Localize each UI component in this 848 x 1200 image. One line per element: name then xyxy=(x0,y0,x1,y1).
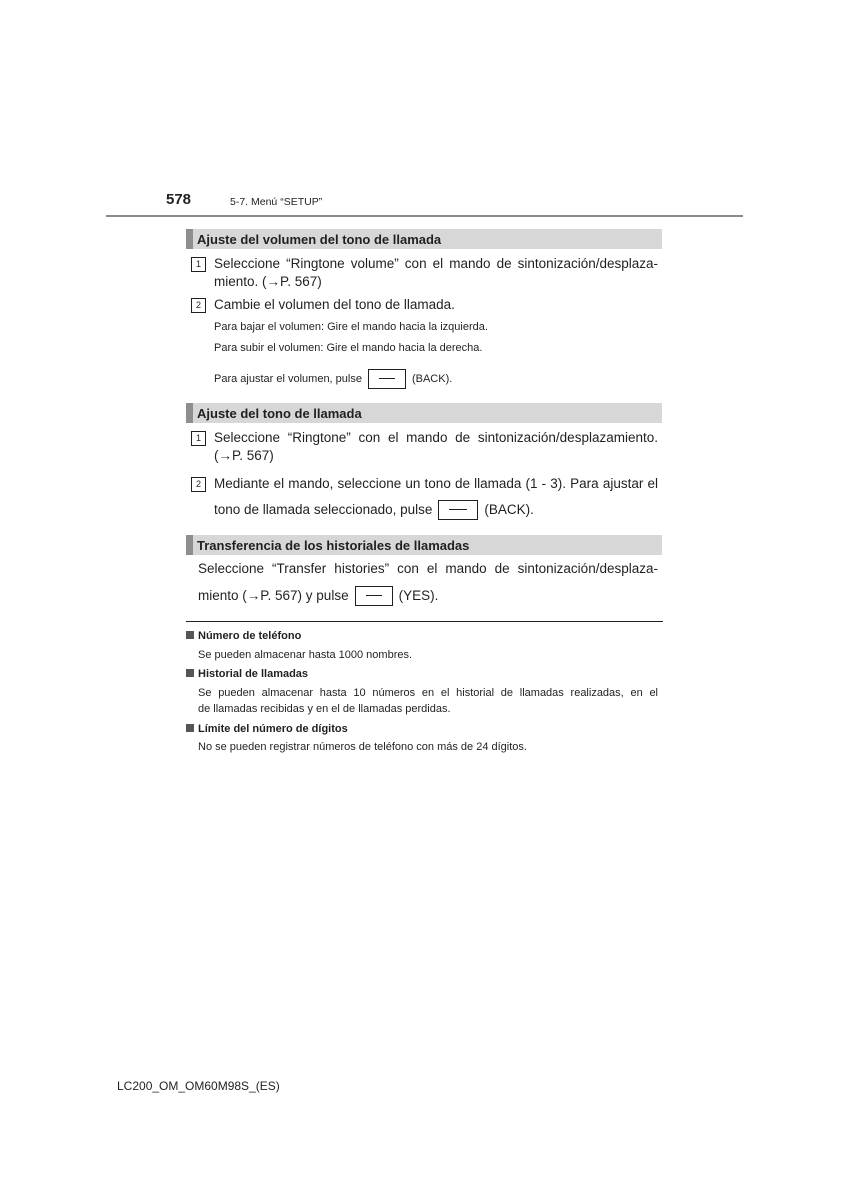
step-number: 2 xyxy=(191,298,206,313)
note-body: Se pueden almacenar hasta 10 números en el historial de llamadas realizadas, en el xyxy=(198,687,658,699)
section-title: Ajuste del tono de llamada xyxy=(197,406,362,421)
transfer-text-suffix: (YES). xyxy=(398,588,439,603)
header-rule xyxy=(106,215,743,217)
note-body: No se pueden registrar números de teléfono con más de 24 dígitos. xyxy=(198,741,527,753)
step-text: Seleccione “Ringtone” con el mando de sintonización/desplazamiento. xyxy=(214,430,658,445)
step-text: Mediante el mando, seleccione un tono de llamada (1 - 3). Para ajustar el xyxy=(214,476,658,491)
back-instruction xyxy=(214,369,452,389)
step-number: 1 xyxy=(191,431,206,446)
step-text-suffix: (BACK). xyxy=(484,502,534,517)
step-number: 1 xyxy=(191,257,206,272)
note-heading-text: Historial de llamadas xyxy=(198,668,309,680)
back-instruction-suffix: (BACK). xyxy=(411,373,453,385)
yes-button-icon xyxy=(355,586,393,606)
note-heading xyxy=(186,628,301,644)
section-header-ringtone xyxy=(186,403,662,423)
step-text: (→P. 567) xyxy=(214,448,274,463)
sub-note: Para subir el volumen: Gire el mando hacia la derecha. xyxy=(214,342,483,354)
chapter-title: 5-7. Menú “SETUP” xyxy=(230,196,323,208)
note-heading xyxy=(186,666,308,682)
notes-divider xyxy=(186,621,663,622)
square-bullet-icon xyxy=(186,631,194,639)
section-header-ringtone-volume xyxy=(186,229,662,249)
step-text-line xyxy=(214,500,534,520)
step-text: miento. (→P. 567) xyxy=(214,274,322,289)
transfer-text-line xyxy=(198,586,438,606)
back-button-icon xyxy=(368,369,406,389)
note-heading xyxy=(186,721,348,737)
section-header-transfer-histories xyxy=(186,535,662,555)
square-bullet-icon xyxy=(186,724,194,732)
transfer-text: Seleccione “Transfer histories” con el mando de sintonización/desplaza- xyxy=(198,561,658,576)
section-title: Transferencia de los historiales de llamadas xyxy=(197,538,470,553)
note-heading-text: Límite del número de dígitos xyxy=(198,723,348,735)
note-body: Se pueden almacenar hasta 1000 nombres. xyxy=(198,649,413,661)
step-number: 2 xyxy=(191,477,206,492)
step-text: tono de llamada seleccionado, pulse xyxy=(214,502,433,517)
square-bullet-icon xyxy=(186,669,194,677)
note-heading-text: Número de teléfono xyxy=(198,630,302,642)
footer-code: LC200_OM_OM60M98S_(ES) xyxy=(117,1079,280,1093)
step-text: Cambie el volumen del tono de llamada. xyxy=(214,297,455,312)
step-text: Seleccione “Ringtone volume” con el mando de sintonización/desplaza- xyxy=(214,256,658,271)
page-number: 578 xyxy=(166,191,192,208)
back-button-icon xyxy=(438,500,478,520)
back-instruction-text: Para ajustar el volumen, pulse xyxy=(214,373,362,385)
transfer-text: miento (→P. 567) y pulse xyxy=(198,588,349,603)
sub-note: Para bajar el volumen: Gire el mando hacia la izquierda. xyxy=(214,321,488,333)
section-title: Ajuste del volumen del tono de llamada xyxy=(197,232,442,247)
note-body: de llamadas recibidas y en el de llamadas perdidas. xyxy=(198,703,451,715)
